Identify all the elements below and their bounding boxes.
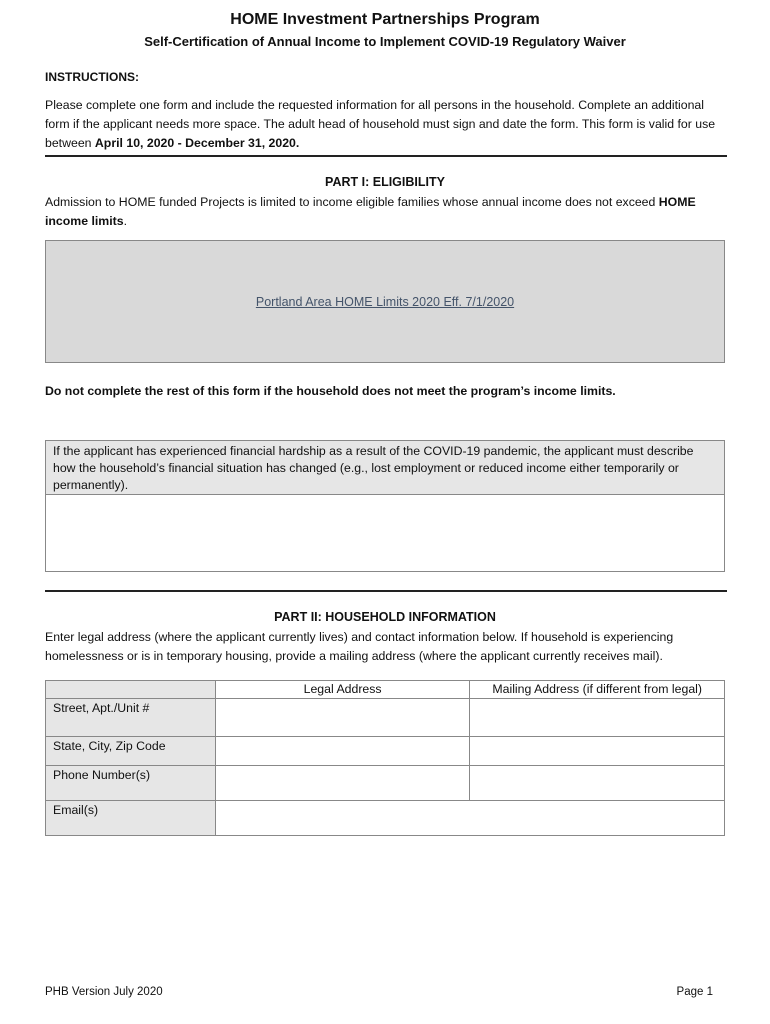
footer-version: PHB Version July 2020 (45, 986, 163, 998)
part1-title: PART I: ELIGIBILITY (325, 175, 445, 189)
street-legal-input[interactable] (215, 699, 470, 737)
household-info-table (45, 680, 725, 836)
footer-page-number: Page 1 (676, 986, 713, 998)
table-row (46, 766, 725, 801)
state-city-zip-mailing-input[interactable] (470, 737, 725, 766)
state-city-zip-label: State, City, Zip Code (46, 737, 216, 766)
section-divider (45, 155, 727, 157)
phone-label: Phone Number(s) (46, 766, 216, 801)
table-row (46, 737, 725, 766)
part2-title: PART II: HOUSEHOLD INFORMATION (274, 610, 496, 624)
table-row (46, 699, 725, 737)
part1-body: Admission to HOME funded Projects is limited to income eligible families whose annual income does not exceed (45, 195, 659, 209)
instructions-text (45, 96, 725, 153)
part2-text: Enter legal address (where the applicant currently lives) and contact information below. If household is experiencing homelessness or is in temporary housing, provide a mailing address (where the applicant currently receives mail). (45, 630, 674, 663)
state-city-zip-legal-input[interactable] (215, 737, 470, 766)
hardship-prompt: If the applicant has experienced financial hardship as a result of the COVID-19 pandemic, the applicant must describe how the household’s financial situation has changed (e.g., lost employment or reduced income either temporarily or permanently). (46, 441, 724, 495)
table-row (46, 801, 725, 836)
income-limits-link[interactable]: Portland Area HOME Limits 2020 Eff. 7/1/2020 (255, 294, 515, 309)
hardship-answer-input[interactable] (46, 495, 724, 571)
street-mailing-input[interactable] (470, 699, 725, 737)
legal-address-header: Legal Address (215, 681, 470, 699)
instructions-dates: April 10, 2020 - December 31, 2020. (94, 136, 300, 150)
income-limits-box (45, 240, 725, 363)
hardship-field (45, 440, 725, 572)
email-input[interactable] (215, 801, 724, 836)
form-subtitle: Self-Certification of Annual Income to Implement COVID-19 Regulatory Waiver (144, 34, 626, 49)
instructions-heading: INSTRUCTIONS: (45, 70, 139, 84)
part1-bold: HOME income limits (45, 195, 696, 228)
phone-legal-input[interactable] (215, 766, 470, 801)
part1-end: . (123, 214, 128, 228)
form-title: HOME Investment Partnerships Program (230, 11, 540, 28)
mailing-address-header: Mailing Address (if different from legal) (470, 681, 725, 699)
table-header-row (46, 681, 725, 699)
email-label: Email(s) (46, 801, 216, 836)
section-divider (45, 590, 727, 592)
instructions-body: Please complete one form and include the requested information for all persons in the household. Complete an additional form if the applicant needs more space. The adult head of household must sign and date the form. This form is valid for use between (45, 98, 716, 150)
part1-text (45, 193, 725, 231)
phone-mailing-input[interactable] (470, 766, 725, 801)
eligibility-warning: Do not complete the rest of this form if the household does not meet the program’s income limits. (45, 384, 616, 398)
street-label: Street, Apt./Unit # (46, 699, 216, 737)
table-header-blank (46, 681, 216, 699)
